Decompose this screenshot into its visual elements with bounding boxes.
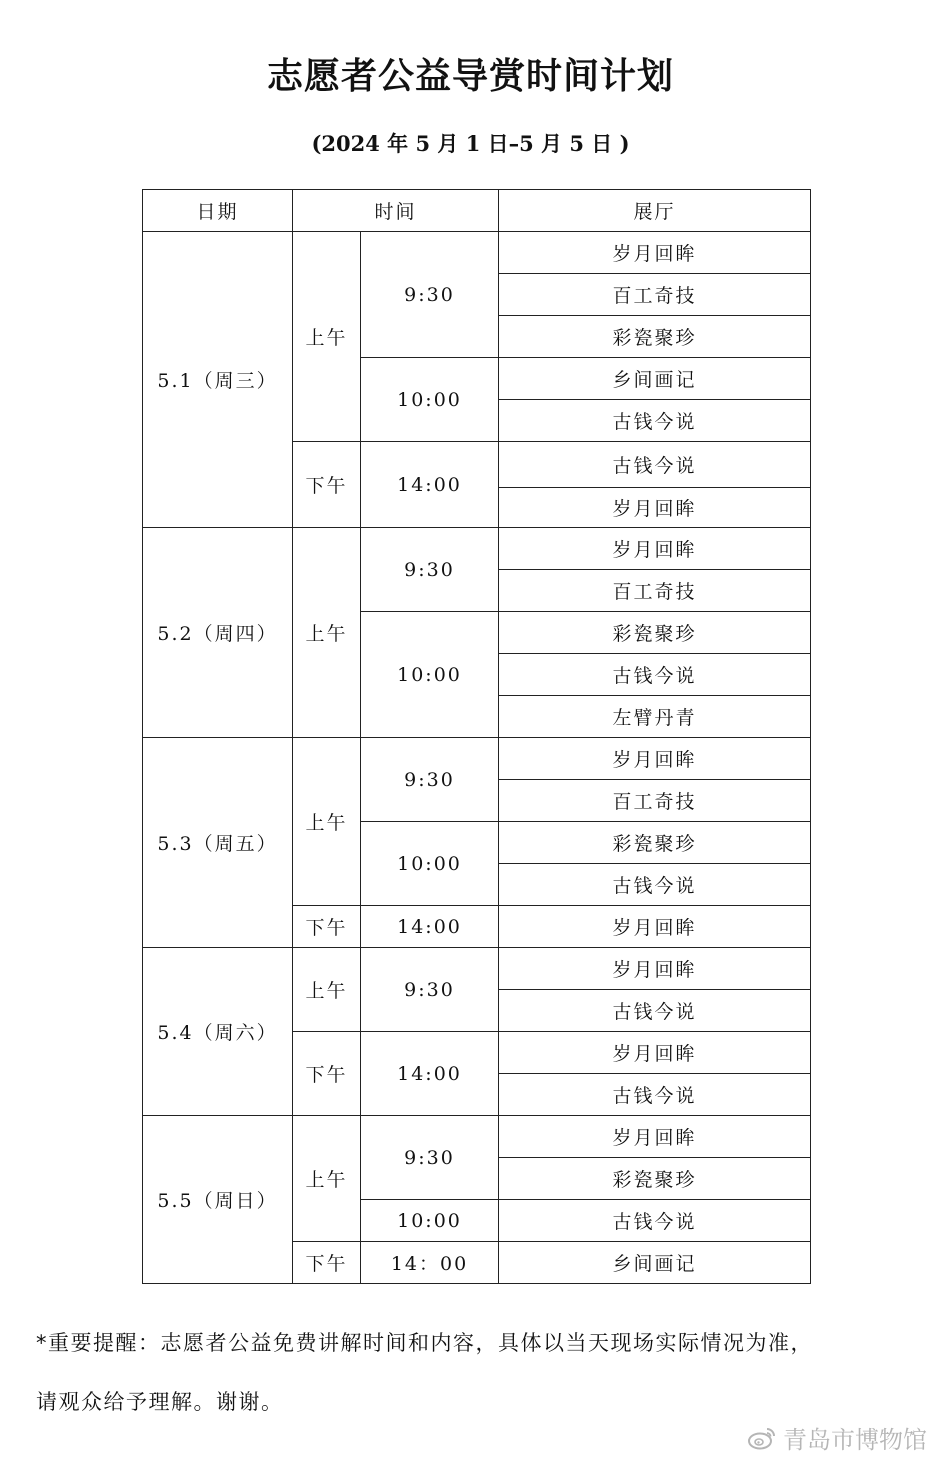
hall-cell: 古钱今说 <box>499 990 811 1032</box>
hall-cell: 古钱今说 <box>499 1074 811 1116</box>
date-cell: 5.1（周三） <box>143 232 293 528</box>
header-date: 日期 <box>143 190 293 232</box>
table-row <box>143 232 811 274</box>
hall-cell: 岁月回眸 <box>499 906 811 948</box>
time-cell: 9:30 <box>361 948 499 1032</box>
period-cell: 下午 <box>293 906 361 948</box>
period-cell: 下午 <box>293 442 361 528</box>
period-cell: 上午 <box>293 738 361 906</box>
time-cell: 9:30 <box>361 1116 499 1200</box>
important-notice <box>36 1314 906 1432</box>
hall-cell: 彩瓷聚珍 <box>499 612 811 654</box>
time-cell: 14:00 <box>361 906 499 948</box>
hall-cell: 岁月回眸 <box>499 528 811 570</box>
period-cell: 下午 <box>293 1242 361 1284</box>
table-row <box>143 528 811 570</box>
table-row <box>143 948 811 990</box>
table-header-row <box>143 190 811 232</box>
time-cell: 9:30 <box>361 738 499 822</box>
hall-cell: 岁月回眸 <box>499 948 811 990</box>
date-cell: 5.2（周四） <box>143 528 293 738</box>
hall-cell: 彩瓷聚珍 <box>499 316 811 358</box>
time-cell: 14:00 <box>361 1032 499 1116</box>
hall-cell: 彩瓷聚珍 <box>499 1158 811 1200</box>
hall-cell: 古钱今说 <box>499 864 811 906</box>
hall-cell: 乡间画记 <box>499 358 811 400</box>
hall-cell: 岁月回眸 <box>499 232 811 274</box>
period-cell: 上午 <box>293 232 361 442</box>
hall-cell: 岁月回眸 <box>499 738 811 780</box>
date-cell: 5.5（周日） <box>143 1116 293 1284</box>
hall-cell: 古钱今说 <box>499 400 811 442</box>
time-cell: 14：00 <box>361 1242 499 1284</box>
time-cell: 9:30 <box>361 528 499 612</box>
date-cell: 5.3（周五） <box>143 738 293 948</box>
notice-line-1: *重要提醒：志愿者公益免费讲解时间和内容，具体以当天现场实际情况为准， <box>36 1331 813 1355</box>
hall-cell: 岁月回眸 <box>499 1032 811 1074</box>
time-cell: 9:30 <box>361 232 499 358</box>
schedule-table <box>142 189 811 1284</box>
page-subtitle: (2024 年 5 月 1 日–5 月 5 日 ) <box>311 131 630 156</box>
hall-cell: 左臂丹青 <box>499 696 811 738</box>
weibo-logo-icon <box>747 1426 777 1450</box>
time-cell: 10:00 <box>361 1200 499 1242</box>
period-cell: 下午 <box>293 1032 361 1116</box>
table-row <box>143 1116 811 1158</box>
hall-cell: 百工奇技 <box>499 570 811 612</box>
period-cell: 上午 <box>293 1116 361 1242</box>
header-hall: 展厅 <box>499 190 811 232</box>
hall-cell: 百工奇技 <box>499 780 811 822</box>
period-cell: 上午 <box>293 528 361 738</box>
hall-cell: 古钱今说 <box>499 1200 811 1242</box>
hall-cell: 岁月回眸 <box>499 488 811 528</box>
hall-cell: 百工奇技 <box>499 274 811 316</box>
watermark-text: 青岛市博物馆 <box>783 1426 927 1454</box>
notice-line-2: 请观众给予理解。谢谢。 <box>36 1390 284 1414</box>
page-title: 志愿者公益导赏时间计划 <box>266 56 674 97</box>
hall-cell: 古钱今说 <box>499 654 811 696</box>
time-cell: 10:00 <box>361 822 499 906</box>
time-cell: 10:00 <box>361 358 499 442</box>
period-cell: 上午 <box>293 948 361 1032</box>
time-cell: 10:00 <box>361 612 499 738</box>
table-row <box>143 738 811 780</box>
watermark <box>747 1420 927 1455</box>
header-time: 时间 <box>293 190 499 232</box>
hall-cell: 古钱今说 <box>499 442 811 488</box>
date-cell: 5.4（周六） <box>143 948 293 1116</box>
hall-cell: 彩瓷聚珍 <box>499 822 811 864</box>
hall-cell: 乡间画记 <box>499 1242 811 1284</box>
time-cell: 14:00 <box>361 442 499 528</box>
hall-cell: 岁月回眸 <box>499 1116 811 1158</box>
